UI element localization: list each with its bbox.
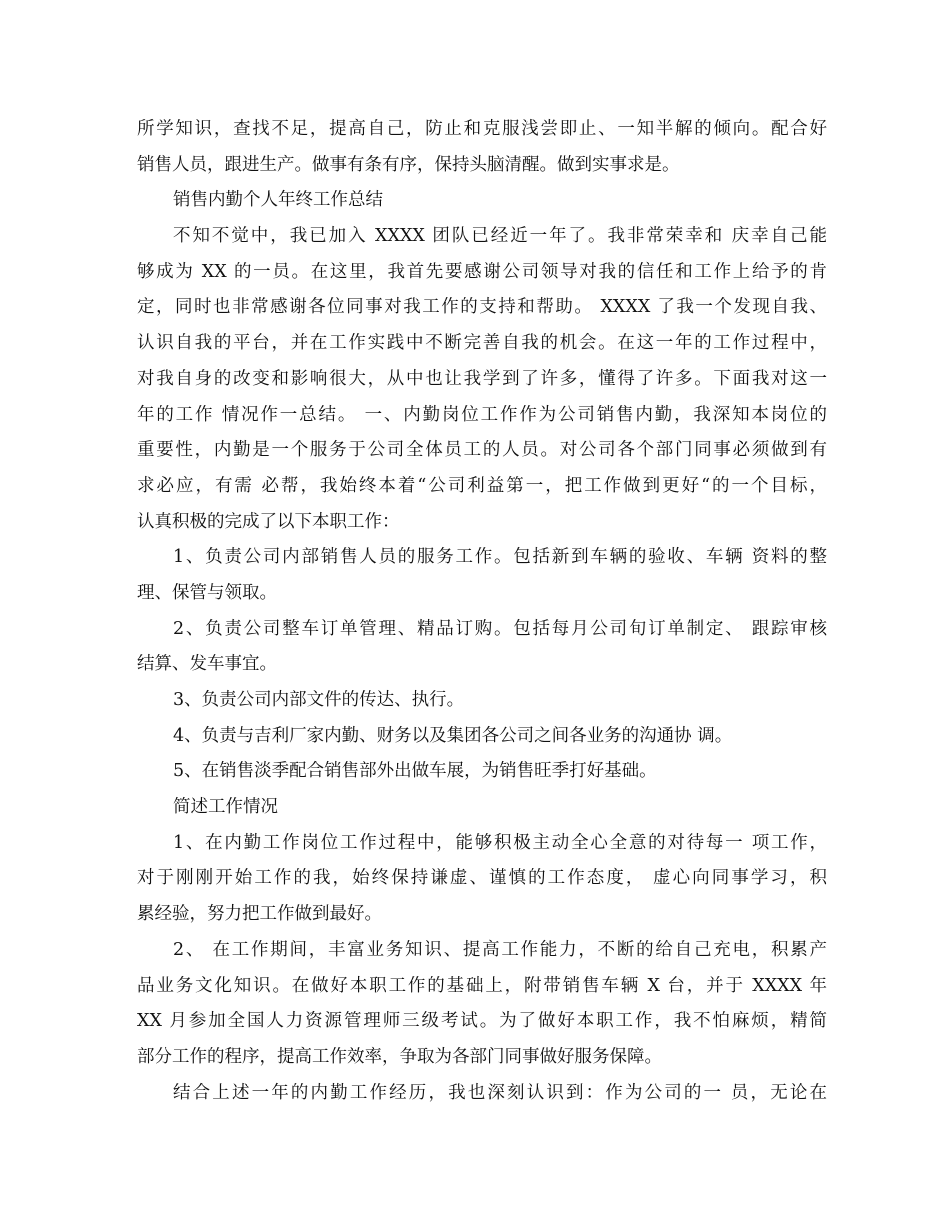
text-line: 定，同时也非常感谢各位同事对我工作的支持和帮助。 XXXX 了我一个发现自我、 (137, 297, 827, 318)
text-line: XX 月参加全国人力资源管理师三级考试。为了做好本职工作，我不怕麻烦，精简 (137, 1011, 827, 1032)
text-line: 部分工作的程序，提高工作效率，争取为各部门同事做好服务保障。 (137, 1046, 662, 1067)
text-line: 1、负责公司内部销售人员的服务工作。包括新到车辆的验收、车辆 资料的整 (173, 547, 827, 568)
text-line: 求必应，有需 必帮，我始终本着“公司利益第一，把工作做到更好“的一个目标， (137, 475, 827, 496)
text-line: 所学知识，查找不足，提高自己，防止和克服浅尝即止、一知半解的倾向。配合好 (137, 119, 827, 139)
text-line: 理、保管与领取。 (137, 582, 277, 603)
text-line: 1、在内勤工作岗位工作过程中，能够积极主动全心全意的对待每一 项工作， (173, 832, 827, 853)
text-line: 简述工作情况 (173, 797, 278, 818)
text-line: 结算、发车事宜。 (137, 654, 277, 675)
text-line: 不知不觉中，我已加入 XXXX 团队已经近一年了。我非常荣幸和 庆幸自己能 (173, 226, 827, 247)
text-line: 认识自我的平台，并在工作实践中不断完善自我的机会。在这一年的工作过程中， (137, 333, 827, 354)
text-line: 品业务文化知识。在做好本职工作的基础上，附带销售车辆 X 台，并于 XXXX 年 (137, 975, 827, 996)
text-line: 对于刚刚开始工作的我，始终保持谦虚、谨慎的工作态度， 虚心向同事学习，积 (137, 868, 827, 889)
text-line: 4、负责与吉利厂家内勤、财务以及集团各公司之间各业务的沟通协 调。 (173, 725, 733, 746)
text-line: 累经验，努力把工作做到最好。 (137, 904, 382, 925)
text-line: 销售人员，跟进生产。做事有条有序，保持头脑清醒。做到实事求是。 (137, 154, 680, 175)
text-line: 认真积极的完成了以下本职工作： (137, 511, 400, 532)
text-line: 对我自身的改变和影响很大，从中也让我学到了许多，懂得了许多。下面我对这一 (137, 368, 827, 389)
text-line: 年的工作 情况作一总结。 一、内勤岗位工作作为公司销售内勤，我深知本岗位的 (137, 404, 827, 425)
text-line: 结合上述一年的内勤工作经历，我也深刻认识到：作为公司的一 员，无论在 (173, 1082, 827, 1103)
text-line: 3、负责公司内部文件的传达、执行。 (173, 690, 465, 710)
text-line: 够成为 XX 的一员。在这里，我首先要感谢公司领导对我的信任和工作上给予的肯 (137, 261, 827, 282)
text-line: 销售内勤个人年终工作总结 (173, 190, 383, 211)
text-line: 5、在销售淡季配合销售部外出做车展，为销售旺季打好基础。 (173, 761, 657, 782)
document-body (137, 112, 827, 1111)
text-line: 2、负责公司整车订单管理、精品订购。包括每月公司旬订单制定、 跟踪审核 (173, 618, 827, 639)
text-line: 2、 在工作期间，丰富业务知识、提高工作能力，不断的给自己充电，积累产 (173, 939, 827, 960)
text-line: 重要性，内勤是一个服务于公司全体员工的人员。对公司各个部门同事必须做到有 (137, 440, 827, 461)
